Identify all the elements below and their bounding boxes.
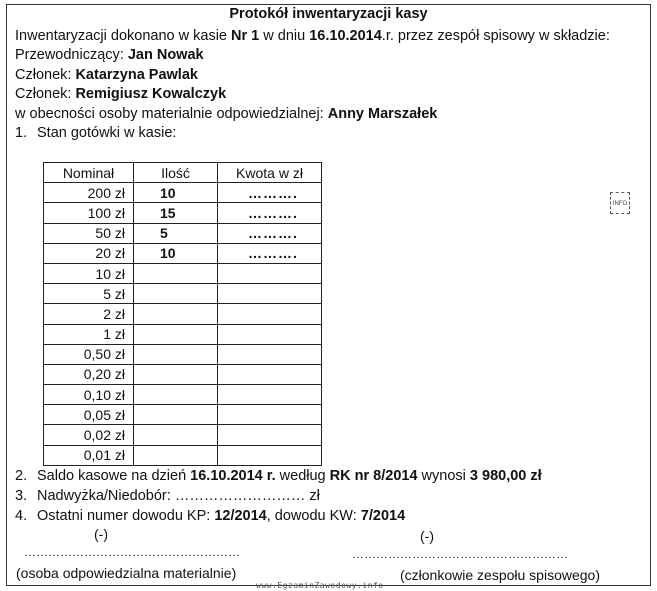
- chairman-line: Przewodniczący: Jan Nowak: [15, 47, 204, 63]
- table-header-row: [44, 163, 322, 183]
- nominal-cell: 0,50 zł: [44, 344, 134, 364]
- amount-cell: [218, 364, 322, 384]
- nominal-cell: 0,10 zł: [44, 385, 134, 405]
- nominal-cell: 1 zł: [44, 324, 134, 344]
- qr-code-icon: INFO: [610, 192, 630, 214]
- quantity-cell: 5: [134, 223, 218, 243]
- nominal-cell: 0,05 zł: [44, 405, 134, 425]
- chairman-name: Jan Nowak: [127, 47, 204, 63]
- nominal-cell: 0,02 zł: [44, 425, 134, 445]
- left-signature-label: (osoba odpowiedzialna materialnie): [16, 565, 237, 581]
- quantity-cell: [134, 385, 218, 405]
- header-amount: Kwota w zł: [218, 163, 322, 183]
- table-row: [44, 183, 322, 203]
- right-signature-label: (członkowie zespołu spisowego): [400, 567, 600, 583]
- kw-number: 7/2014: [360, 508, 406, 524]
- member-2-name: Remigiusz Kowalczyk: [75, 86, 227, 102]
- right-signature-mark: (-): [420, 528, 434, 544]
- header-nominal: Nominał: [44, 163, 134, 183]
- left-signature-line: ………………………………………………: [24, 545, 240, 559]
- nominal-cell: 10 zł: [44, 263, 134, 283]
- surplus-deficit-blank: ………………………: [174, 488, 306, 504]
- nominal-cell: 100 zł: [44, 203, 134, 223]
- cash-balance: 3 980,00 zł: [469, 468, 542, 484]
- nominal-cell: 50 zł: [44, 223, 134, 243]
- quantity-cell: 15: [134, 203, 218, 223]
- quantity-cell: [134, 445, 218, 465]
- quantity-cell: [134, 324, 218, 344]
- nominal-cell: 200 zł: [44, 183, 134, 203]
- document-title: Protokół inwentaryzacji kasy: [229, 6, 428, 22]
- amount-cell: ……….: [218, 223, 322, 243]
- quantity-cell: [134, 284, 218, 304]
- amount-cell: [218, 324, 322, 344]
- quantity-cell: 10: [134, 183, 218, 203]
- table-row: [44, 263, 322, 283]
- nominal-cell: 0,01 zł: [44, 445, 134, 465]
- item-3-line: 3. Nadwyżka/Niedobór: ……………………… zł: [15, 488, 320, 504]
- member-1-name: Katarzyna Pawlak: [75, 67, 198, 83]
- quantity-cell: [134, 344, 218, 364]
- amount-cell: ……….: [218, 243, 322, 263]
- item-2-line: 2. Saldo kasowe na dzień 16.10.2014 r. według RK nr 8/2014 wynosi 3 980,00 zł: [15, 468, 542, 484]
- nominal-cell: 5 zł: [44, 284, 134, 304]
- responsible-person-name: Anny Marszałek: [327, 106, 438, 122]
- amount-cell: [218, 385, 322, 405]
- quantity-cell: [134, 263, 218, 283]
- quantity-cell: [134, 405, 218, 425]
- nominal-cell: 2 zł: [44, 304, 134, 324]
- table-row: [44, 385, 322, 405]
- member-1-line: Członek: Katarzyna Pawlak: [15, 67, 198, 83]
- table-row: [44, 405, 322, 425]
- cash-box-number: Nr 1: [231, 28, 260, 44]
- intro-line: Inwentaryzacji dokonano w kasie Nr 1 w dniu 16.10.2014.r. przez zespół spisowy w składzie:: [15, 28, 610, 44]
- table-row: [44, 223, 322, 243]
- amount-cell: [218, 405, 322, 425]
- responsible-person-line: w obecności osoby materialnie odpowiedzialnej: Anny Marszałek: [15, 106, 438, 122]
- quantity-cell: [134, 304, 218, 324]
- quantity-cell: [134, 425, 218, 445]
- amount-cell: [218, 445, 322, 465]
- amount-cell: [218, 284, 322, 304]
- quantity-cell: [134, 364, 218, 384]
- cash-count-table: [43, 162, 322, 466]
- table-row: [44, 324, 322, 344]
- inventory-date: 16.10.2014: [309, 28, 382, 44]
- left-signature-mark: (-): [94, 526, 108, 542]
- watermark: www.EgzaminZawodowy.info: [256, 581, 384, 590]
- table-row: [44, 243, 322, 263]
- table-row: [44, 364, 322, 384]
- amount-cell: ……….: [218, 203, 322, 223]
- item-4-line: 4. Ostatni numer dowodu KP: 12/2014, dowodu KW: 7/2014: [15, 508, 406, 524]
- table-row: [44, 425, 322, 445]
- right-signature-line: ………………………………………………: [352, 547, 568, 561]
- nominal-cell: 20 zł: [44, 243, 134, 263]
- table-row: [44, 304, 322, 324]
- balance-date: 16.10.2014 r.: [190, 468, 276, 484]
- amount-cell: [218, 344, 322, 364]
- nominal-cell: 0,20 zł: [44, 364, 134, 384]
- item-1-line: 1. Stan gotówki w kasie:: [15, 125, 177, 141]
- amount-cell: [218, 425, 322, 445]
- table-row: [44, 445, 322, 465]
- table-row: [44, 344, 322, 364]
- amount-cell: [218, 304, 322, 324]
- kp-number: 12/2014: [214, 508, 267, 524]
- table-row: [44, 284, 322, 304]
- header-quantity: Ilość: [134, 163, 218, 183]
- cash-report-number: RK nr 8/2014: [329, 468, 418, 484]
- table-body: [44, 183, 322, 466]
- amount-cell: ……….: [218, 183, 322, 203]
- quantity-cell: 10: [134, 243, 218, 263]
- table-row: [44, 203, 322, 223]
- member-2-line: Członek: Remigiusz Kowalczyk: [15, 86, 227, 102]
- amount-cell: [218, 263, 322, 283]
